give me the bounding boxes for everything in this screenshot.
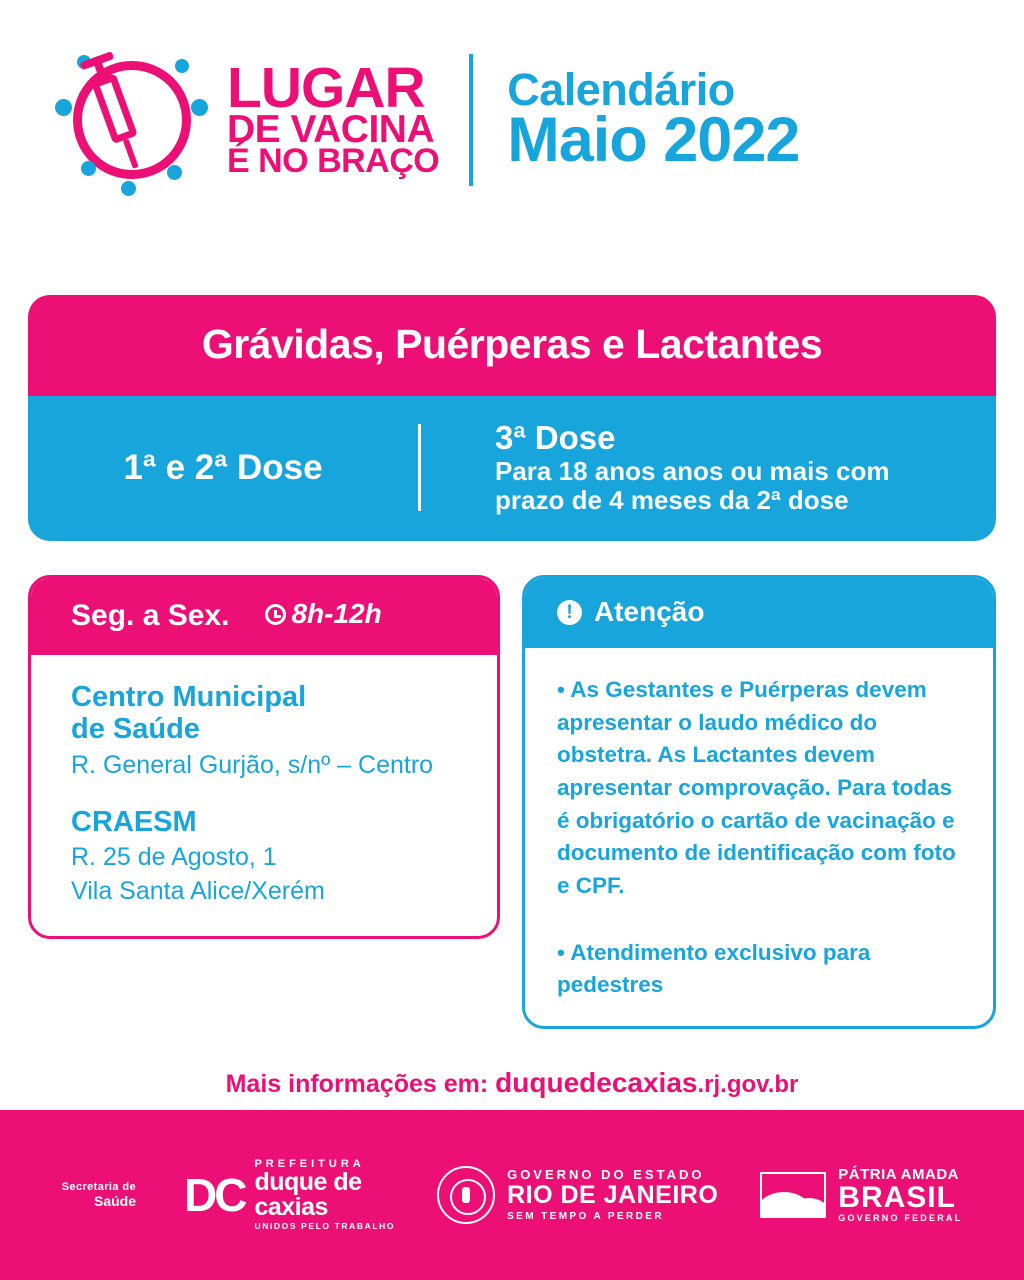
site-spacer	[71, 780, 457, 806]
attention-panel	[522, 575, 996, 1029]
estado-line1: GOVERNO DO ESTADO	[507, 1166, 705, 1182]
dose-right-block	[421, 420, 890, 515]
secretaria-line2: Saúde	[93, 1193, 136, 1210]
site-address-line1: R. General Gurjão, s/nº – Centro	[71, 750, 434, 779]
estado-line2: RIO DE JANEIRO	[507, 1180, 719, 1209]
calendar-month: Maio 2022	[507, 105, 800, 176]
secretaria-line1: Secretaria de	[61, 1180, 136, 1193]
attention-header	[525, 578, 993, 648]
more-info-domain[interactable]: duquedecaxias	[495, 1066, 698, 1098]
schedule-header	[31, 578, 497, 655]
dose-right-title: 3ª Dose	[495, 419, 616, 456]
logo-governo-estado-rj	[437, 1166, 718, 1224]
virus-spike	[175, 59, 189, 73]
brasil-flag-icon	[760, 1172, 826, 1218]
logo-governo-federal	[760, 1167, 962, 1224]
federal-line2: BRASIL	[838, 1181, 956, 1215]
attention-note-2: • Atendimento exclusivo para pedestres	[557, 939, 871, 998]
site-name-line2: de Saúde	[71, 713, 200, 746]
calendar-heading	[507, 63, 800, 176]
audience-title: Grávidas, Puérperas e Lactantes	[28, 295, 996, 396]
panels-row	[28, 575, 996, 1029]
logo-secretaria-saude	[62, 1181, 142, 1210]
list-item	[71, 681, 457, 780]
exclamation-icon: !	[557, 600, 582, 625]
schedule-sites	[31, 655, 497, 936]
virus-spike	[121, 181, 136, 196]
estado-line3: SEM TEMPO A PERDER	[507, 1210, 664, 1222]
site-name-line1: Centro Municipal	[71, 680, 307, 713]
site-name-line1: CRAESM	[71, 805, 197, 838]
dose-right-sub-line1: Para 18 anos anos ou mais com	[495, 455, 890, 486]
list-item	[71, 806, 457, 906]
logo-wordmark	[227, 56, 440, 180]
page-footer	[0, 1110, 1024, 1280]
audience-card	[28, 295, 996, 541]
attention-note-spacer	[557, 903, 963, 937]
logo-line-3: É NO BRAÇO	[227, 141, 440, 180]
prefeitura-word1: PREFEITURA	[254, 1158, 365, 1171]
dose-left-label: 1ª e 2ª Dose	[123, 447, 323, 487]
syringe-virus-icon	[55, 45, 213, 195]
schedule-hours-group	[265, 598, 381, 630]
attention-note-1: • As Gestantes e Puérperas devem apresentar o laudo médico do obstetra. As Lactantes devem apresentar comprovação. Para todas é obrigatório o cartão de vacinação e documento de identificação com foto e CPF.	[557, 677, 956, 898]
site-address-line1: R. 25 de Agosto, 1	[71, 843, 277, 872]
prefeitura-text	[254, 1159, 395, 1231]
prefeitura-word2: duque de	[254, 1168, 362, 1197]
page-header	[0, 0, 1024, 185]
prefeitura-word4: UNIDOS PELO TRABALHO	[254, 1221, 396, 1232]
syringe-needle	[123, 139, 139, 169]
attention-title: Atenção	[594, 596, 705, 628]
federal-line3: GOVERNO FEDERAL	[838, 1212, 963, 1223]
site-address-line2: Vila Santa Alice/Xerém	[71, 877, 325, 906]
dose-right-sub-line2: prazo de 4 meses da 2ª dose	[495, 485, 849, 516]
federal-line1: PÁTRIA AMADA	[838, 1165, 959, 1183]
logo-line-1: LUGAR	[227, 56, 425, 121]
schedule-days: Seg. a Sex.	[71, 598, 230, 632]
rj-crest-icon	[437, 1166, 495, 1224]
prefeitura-word3: caxias	[254, 1193, 328, 1222]
more-info-prefix: Mais informações em:	[225, 1069, 489, 1098]
virus-spike	[167, 165, 182, 180]
schedule-hours: 8h-12h	[291, 598, 382, 630]
dose-separator	[418, 424, 421, 511]
schedule-panel	[28, 575, 500, 939]
more-info-line	[0, 1067, 1024, 1099]
dose-row	[28, 396, 996, 541]
logo-line-2: DE VACINA	[227, 108, 435, 152]
secretaria-text	[62, 1181, 136, 1210]
estado-text	[507, 1168, 718, 1223]
virus-spike	[191, 99, 208, 116]
virus-spike	[55, 99, 72, 116]
dc-monogram-icon: DC	[184, 1169, 245, 1221]
more-info-domain-suffix[interactable]: .rj.gov.br	[697, 1070, 799, 1098]
attention-body	[525, 648, 993, 1026]
logo-prefeitura-duque-de-caxias	[184, 1159, 395, 1231]
virus-spike	[81, 161, 96, 176]
federal-text	[838, 1167, 962, 1224]
clock-icon	[265, 604, 286, 625]
calendar-label: Calendário	[507, 63, 735, 115]
header-divider	[469, 54, 473, 186]
